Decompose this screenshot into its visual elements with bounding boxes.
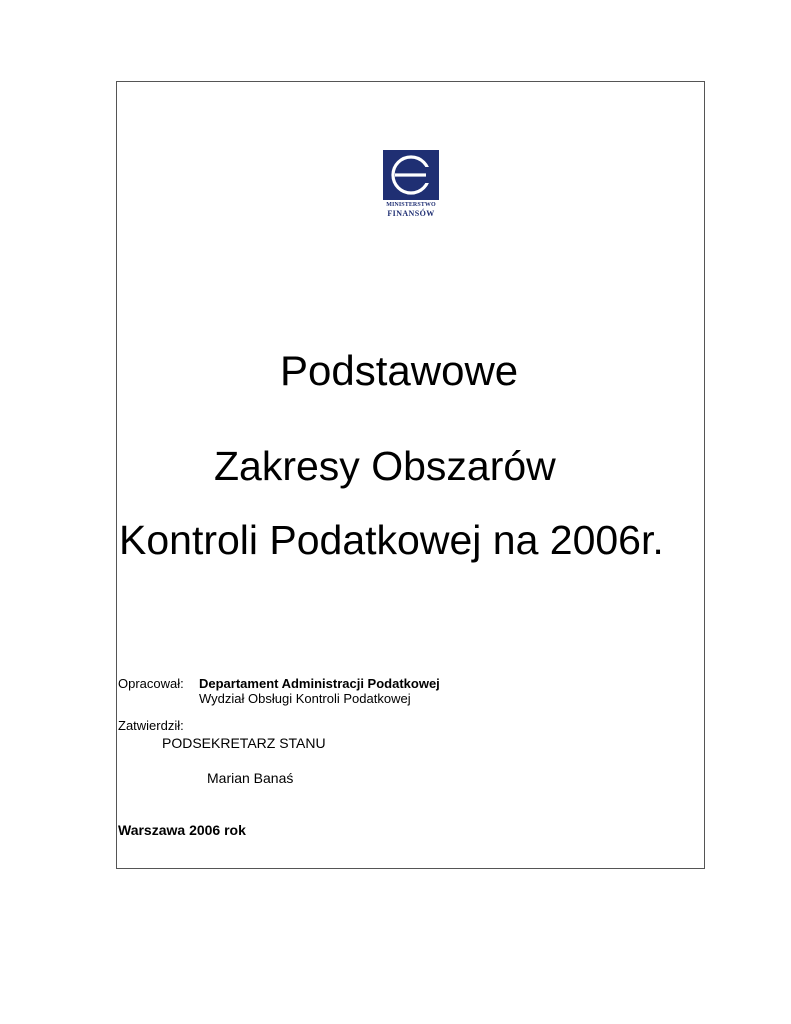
approved-label: Zatwierdził: — [118, 718, 184, 733]
logo-text-finansow: FINANSÓW — [387, 209, 435, 218]
place-year: Warszawa 2006 rok — [118, 822, 246, 838]
prepared-division: Wydział Obsługi Kontroli Podatkowej — [199, 691, 411, 706]
title-line-1: Podstawowe — [280, 347, 519, 394]
approved-name: Marian Banaś — [207, 770, 294, 786]
logo-text-ministerstwo: MINISTERSTWO — [386, 202, 436, 208]
approved-position: PODSEKRETARZ STANU — [162, 735, 326, 751]
ministry-logo — [383, 150, 439, 222]
prepared-label: Opracował: — [118, 676, 184, 691]
prepared-department: Departament Administracji Podatkowej — [199, 676, 440, 691]
title-line-3: Kontroli Podatkowej na 2006r. — [119, 517, 664, 563]
title-line-2: Zakresy Obszarów — [214, 443, 556, 489]
ministry-emblem-icon — [383, 150, 439, 200]
